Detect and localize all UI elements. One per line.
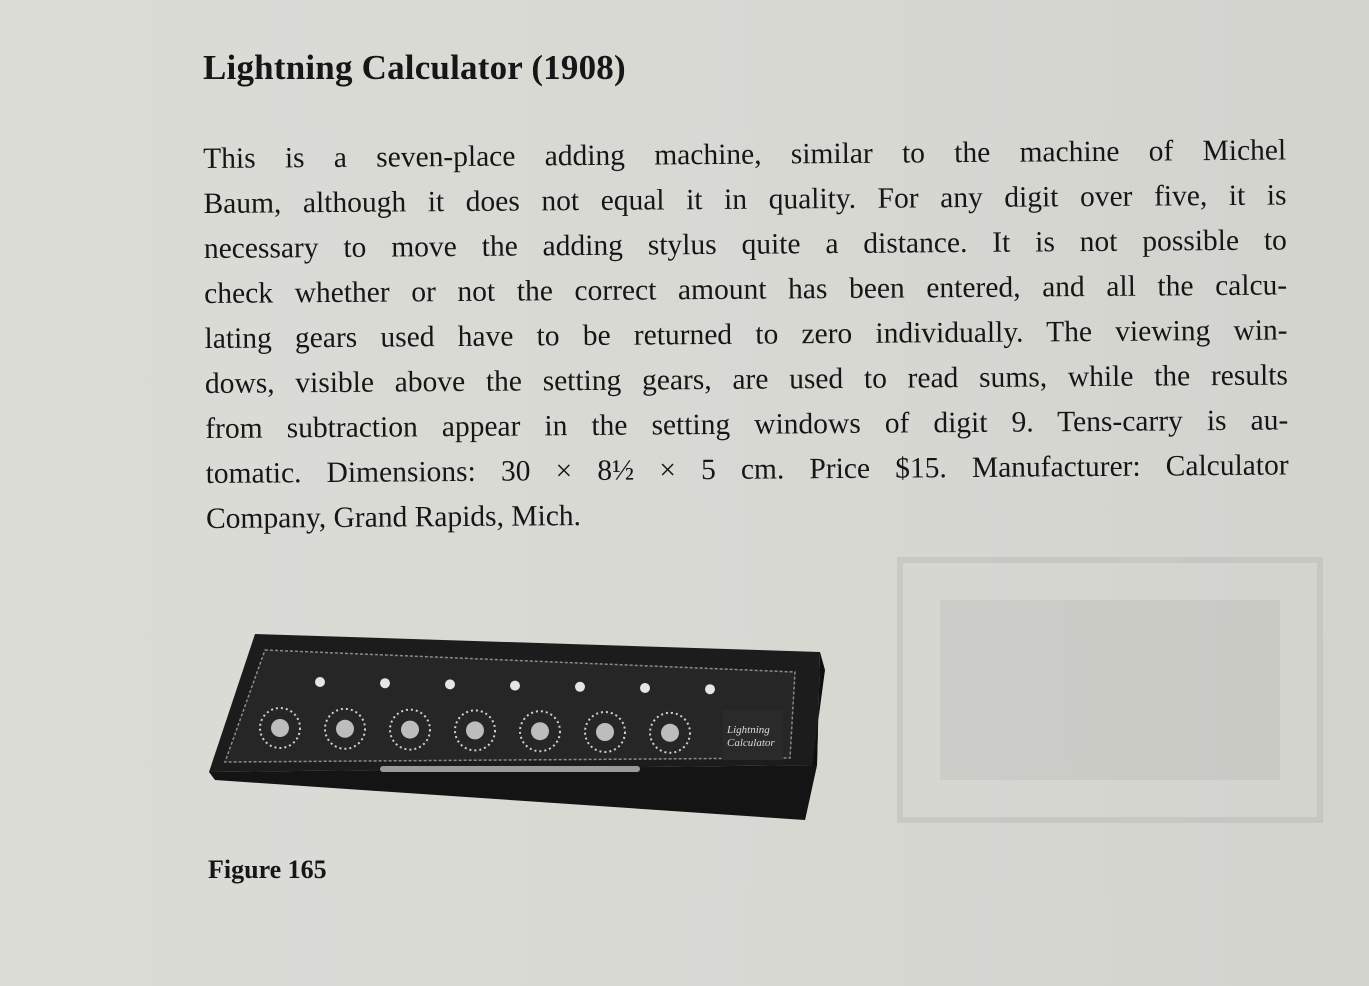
nameplate-line: Calculator: [727, 737, 775, 749]
article-heading: Lightning Calculator (1908): [203, 48, 626, 87]
dial-hub: [336, 720, 354, 738]
paragraph-line: from subtraction appear in the setting windows of digit 9. Tens-carry is au-: [205, 404, 1289, 445]
nameplate: [723, 710, 783, 760]
viewing-window: [315, 677, 325, 687]
viewing-window: [510, 681, 520, 691]
paragraph-line: Baum, although it does not equal it in quality. For any digit over five, it is: [203, 179, 1287, 220]
dial-hub: [466, 721, 484, 739]
dial-hub: [661, 724, 679, 742]
viewing-window: [705, 684, 715, 694]
stylus-rest: [380, 766, 640, 772]
paragraph-line: check whether or not the correct amount has been entered, and all the calcu-: [204, 269, 1288, 310]
paragraph-line: dows, visible above the setting gears, are used to read sums, while the results: [204, 359, 1289, 400]
viewing-window: [640, 683, 650, 693]
calculator-photo: [205, 630, 830, 830]
dial-hub: [531, 722, 549, 740]
body-paragraph: [203, 128, 1289, 541]
paragraph-line: tomatic. Dimensions: 30 × 8½ × 5 cm. Price $15. Manufacturer: Calculator: [205, 449, 1289, 490]
dial-hub: [596, 723, 614, 741]
dial-hub: [401, 721, 419, 739]
figure-caption: Figure 165: [208, 855, 327, 884]
nameplate-line: Lightning: [727, 724, 770, 736]
paragraph-line: necessary to move the adding stylus quite a distance. It is not possible to: [203, 224, 1287, 265]
viewing-window: [380, 678, 390, 688]
paragraph-line: This is a seven-place adding machine, similar to the machine of Michel: [203, 134, 1287, 175]
viewing-window: [445, 679, 455, 689]
viewing-window: [575, 682, 585, 692]
machine-front-edge: [209, 765, 817, 820]
paragraph-line: lating gears used have to be returned to zero individually. The viewing win-: [204, 314, 1288, 355]
paragraph-line: Company, Grand Rapids, Mich.: [205, 500, 582, 535]
dial-hub: [271, 719, 289, 737]
